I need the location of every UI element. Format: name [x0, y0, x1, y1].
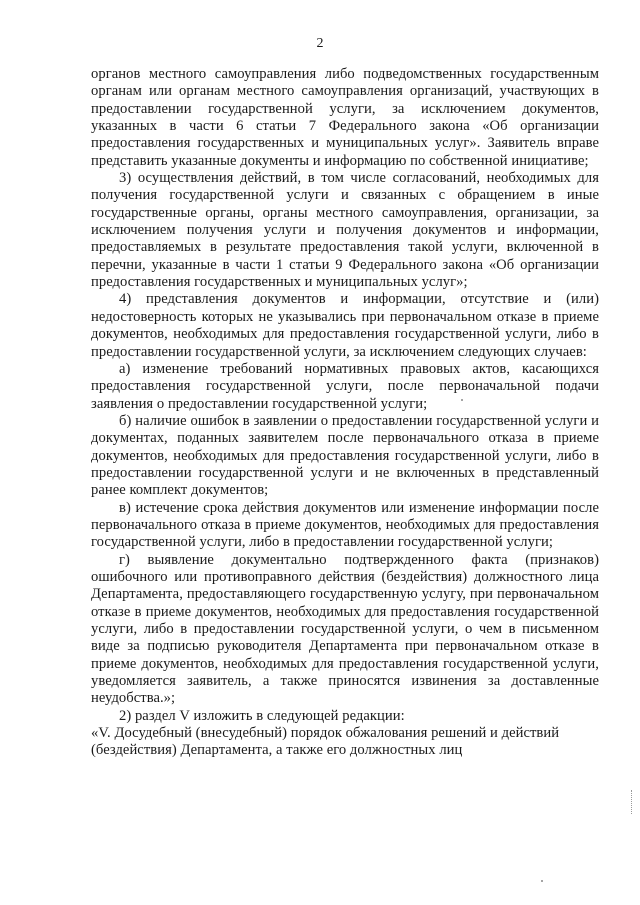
- paragraph-continuation: органов местного самоуправления либо подведомственных государственным органам или органам местного самоуправления организаций, участвующих в предоставлении государственной услуги, за исключением документов, указанных в части 6 статьи 7 Федерального закона «Об организации предоставления государственных и муниципальных услуг». Заявитель вправе представить указанные документы и информацию по собственной инициативе;: [91, 66, 599, 169]
- section-heading-line-1: «V. Досудебный (внесудебный) порядок обжалования решений и действий: [91, 725, 560, 742]
- scan-speck: [541, 880, 543, 882]
- document-body: [91, 66, 599, 760]
- paragraph-subitem-g: г) выявление документально подтвержденного факта (признаков) ошибочного или противоправного действия (бездействия) должностного лица Департамента, предоставляющего государственную услугу, при первоначальном отказе в приеме документов, необходимых для предоставления государственной услуги, либо в предоставлении государственной услуги, о чем в письменном виде за подписью руководителя Департамента при первоначальном отказе в приеме документов, необходимых для предоставления государственной услуги, уведомляется заявитель, а также приносятся извинения за доставленные неудобства.»;: [91, 551, 599, 707]
- paragraph-item-2-section-v: 2) раздел V изложить в следующей редакции:: [119, 707, 405, 724]
- page-number: 2: [316, 36, 324, 51]
- paragraph-item-4: 4) представления документов и информации, отсутствие и (или) недостоверность которых не указывались при первоначальном отказе в приеме документов, необходимых для предоставления государственной услуги, либо в предоставлении государственной услуги, за исключением следующих случаев:: [91, 291, 599, 360]
- section-heading-line-2: (бездействия) Департамента, а также его должностных лиц: [91, 742, 463, 759]
- paragraph-item-3: 3) осуществления действий, в том числе согласований, необходимых для получения государственной услуги и связанных с обращением в иные государственные органы, органы местного самоуправления, организации, за исключением получения услуги и получения документов и информации, предоставляемых в результате предоставления такой услуги, включенной в перечни, указанные в части 1 статьи 9 Федерального закона «Об организации предоставления государственных и муниципальных услуг»;: [91, 170, 599, 291]
- scan-edge-mark: [631, 790, 634, 814]
- paragraph-subitem-b: б) наличие ошибок в заявлении о предоставлении государственной услуги и документах, поданных заявителем после первоначального отказа в приеме документов, необходимых для предоставления государственной услуги, либо в предоставлении государственной услуги и не включенных в представленный ранее комплект документов;: [91, 412, 599, 499]
- paragraph-subitem-v: в) истечение срока действия документов или изменение информации после первоначального отказа в приеме документов, необходимых для предоставления государственной услуги, либо в предоставлении государственной услуги;: [91, 499, 599, 551]
- paragraph-subitem-a: а) изменение требований нормативных правовых актов, касающихся предоставления государственной услуги, после первоначальной подачи заявления о предоставлении государственной услуги;: [91, 360, 599, 412]
- scan-speck: [461, 399, 463, 401]
